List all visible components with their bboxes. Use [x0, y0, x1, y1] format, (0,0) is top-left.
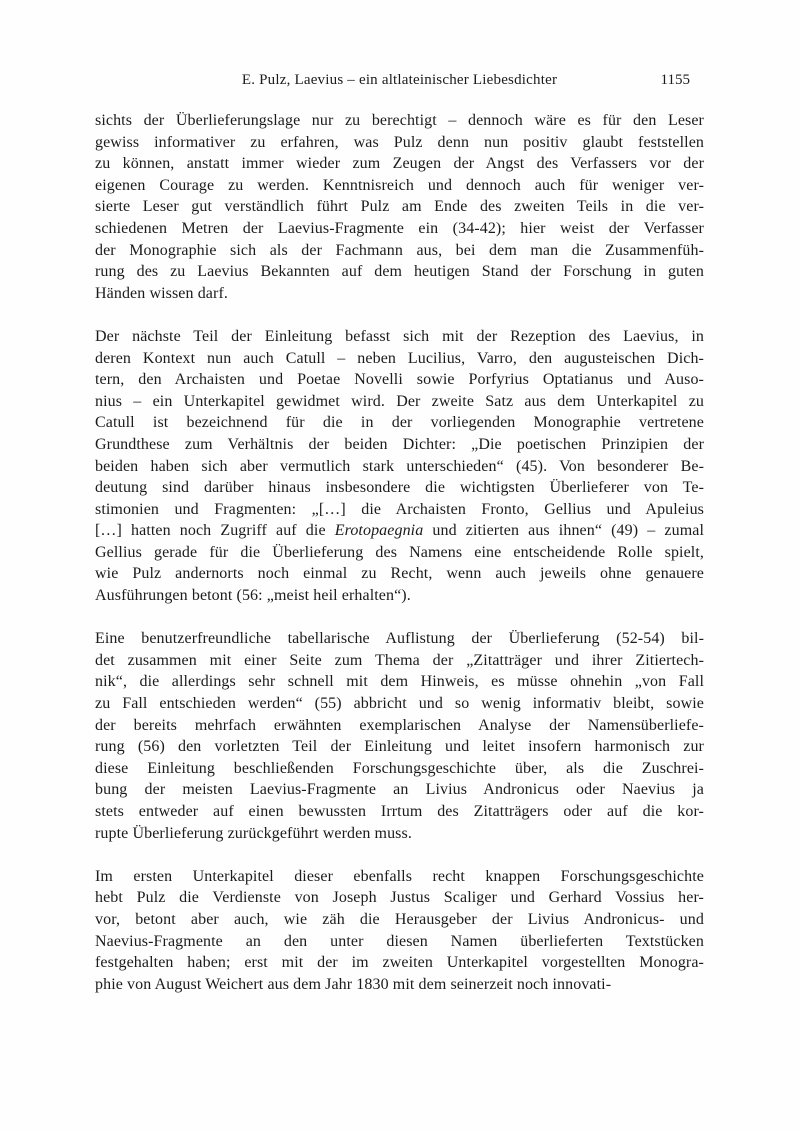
- text-line: wie Pulz andernorts noch einmal zu Recht, wenn auch jeweils ohne genauere: [95, 565, 704, 583]
- text-line: Gellius gerade für die Überlieferung des Namens eine entscheidende Rolle spielt,: [95, 543, 704, 561]
- text-line: beiden haben sich aber vermutlich stark unterschieden“ (45). Von besonderer Be-: [95, 457, 704, 475]
- paragraph: [95, 326, 704, 607]
- text-line: Im ersten Unterkapitel dieser ebenfalls recht knappen Forschungsgeschichte: [95, 867, 704, 885]
- text-line: Eine benutzerfreundliche tabellarische Auflistung der Überlieferung (52-54) bil-: [95, 630, 704, 648]
- text-line: eigenen Courage zu werden. Kenntnisreich und dennoch auch für weniger ver-: [95, 176, 704, 194]
- paragraph: [95, 110, 704, 304]
- text-line: rung des zu Laevius Bekannten auf dem heutigen Stand der Forschung in guten: [95, 263, 704, 281]
- text-line: zu Fall entschieden werden“ (55) abbricht und so wenig informativ bleibt, sowie: [95, 695, 704, 713]
- text-line: zu können, anstatt immer wieder zum Zeugen der Angst des Verfassers vor der: [95, 155, 704, 173]
- text-line: der bereits mehrfach erwähnten exemplarischen Analyse der Namensüberliefe-: [95, 716, 704, 734]
- text-line: der Monographie sich als der Fachmann aus, bei dem man die Zusammenfüh-: [95, 241, 704, 259]
- text-line: vor, betont aber auch, wie zäh die Herausgeber der Livius Andronicus- und: [95, 910, 704, 928]
- text-line: stimonien und Fragmenten: „[…] die Archaisten Fronto, Gellius und Apuleius: [95, 500, 704, 518]
- text-line: det zusammen mit einer Seite zum Thema der „Zitatträger und ihrer Zitiertech-: [95, 651, 704, 669]
- text-line: Der nächste Teil der Einleitung befasst sich mit der Rezeption des Laevius, in: [95, 327, 704, 345]
- paragraph: [95, 628, 704, 844]
- text-line: rupte Überlieferung zurückgeführt werden muss.: [95, 824, 412, 842]
- running-header: [95, 70, 704, 90]
- page-number: 1155: [660, 72, 690, 88]
- text-line: rung (56) den vorletzten Teil der Einleitung und leitet insofern harmonisch zur: [95, 738, 704, 756]
- text-line: stets entweder auf einen bewussten Irrtum des Zitatträgers oder auf die kor-: [95, 803, 704, 820]
- text-line: Naevius-Fragmente an den unter diesen Namen überlieferten Textstücken: [95, 932, 704, 950]
- text-line: bung der meisten Laevius-Fragmente an Livius Andronicus oder Naevius ja: [95, 781, 704, 799]
- paragraph: [95, 866, 704, 996]
- text-line: tern, den Archaisten und Poetae Novelli sowie Porfyrius Optatianus und Auso-: [95, 371, 704, 389]
- text-line: phie von August Weichert aus dem Jahr 1830 mit dem seinerzeit noch innovati-: [95, 975, 612, 993]
- text-line: schiedenen Metren der Laevius-Fragmente ein (34-42); hier weist der Verfasser: [95, 219, 704, 237]
- text-line: hebt Pulz die Verdienste von Joseph Justus Scaliger und Gerhard Vossius her-: [95, 889, 704, 907]
- text-line: nik“, die allerdings sehr schnell mit dem Hinweis, es müsse ohnehin „von Fall: [95, 673, 704, 691]
- text-line: sierte Leser gut verständlich führt Pulz am Ende des zweiten Teils in die ver-: [95, 198, 704, 216]
- body-text-block: [95, 110, 704, 995]
- text-line: Grundthese zum Verhältnis der beiden Dichter: „Die poetischen Prinzipien der: [95, 435, 704, 453]
- running-header-title: E. Pulz, Laevius – ein altlateinischer Liebesdichter: [241, 72, 558, 88]
- text-line: Händen wissen darf.: [95, 284, 228, 302]
- text-line: Ausführungen betont (56: „meist heil erhalten“).: [95, 587, 411, 605]
- text-line: deren Kontext nun auch Catull – neben Lucilius, Varro, den augusteischen Dich-: [95, 349, 704, 367]
- text-line: diese Einleitung beschließenden Forschungsgeschichte über, als die Zuschrei-: [95, 759, 704, 777]
- text-line: nius – ein Unterkapitel gewidmet wird. Der zweite Satz aus dem Unterkapitel zu: [95, 392, 704, 410]
- text-line: festgehalten haben; erst mit der im zweiten Unterkapitel vorgestellten Monogra-: [95, 954, 704, 972]
- italic-term: Erotopaegnia: [334, 522, 424, 540]
- text-line: […] hatten noch Zugriff auf die Erotopaegnia und zitierten aus ihnen“ (49) – zumal: [95, 522, 704, 540]
- text-line: gewiss informativer zu erfahren, was Pulz denn nun positiv glaubt feststellen: [95, 133, 704, 151]
- text-line: deutung sind darüber hinaus insbesondere die wichtigsten Überlieferer von Te-: [95, 479, 704, 497]
- text-line: Catull ist bezeichnend für die in der vorliegenden Monographie vertretene: [95, 414, 704, 432]
- text-line: sichts der Überlieferungslage nur zu berechtigt – dennoch wäre es für den Leser: [95, 112, 704, 129]
